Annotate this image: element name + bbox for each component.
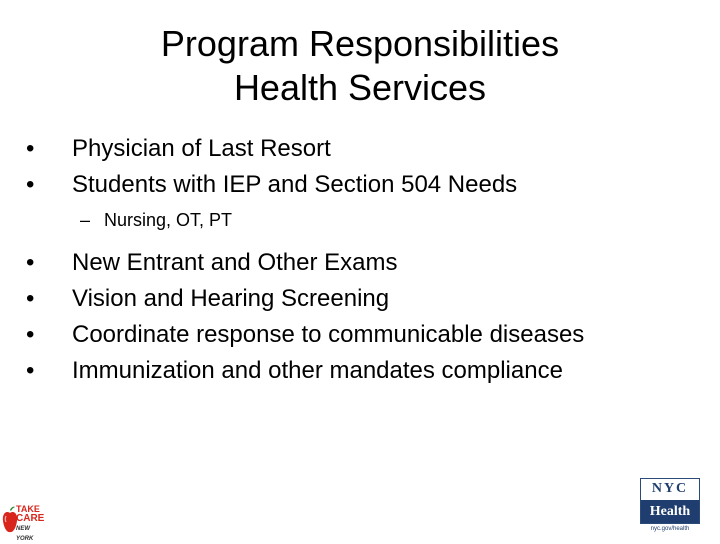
bullet-text: Immunization and other mandates compliance xyxy=(72,357,563,384)
logo-text: Health xyxy=(641,500,699,523)
bullet-dot-icon: • xyxy=(26,321,35,348)
title-line-1: Program Responsibilities xyxy=(160,23,560,64)
bullet-text: Coordinate response to communicable diseases xyxy=(72,321,585,348)
logo-text: CARE xyxy=(16,513,45,524)
bullet-dot-icon: • xyxy=(26,285,35,312)
bullet-dot-icon: • xyxy=(26,249,35,276)
nyc-health-logo xyxy=(640,478,700,536)
bullet-item xyxy=(24,285,714,313)
nyc-health-badge xyxy=(640,478,700,524)
bullet-item xyxy=(24,321,714,349)
slide-title xyxy=(0,22,720,110)
take-care-new-york-logo xyxy=(2,500,45,542)
bullet-text: Students with IEP and Section 504 Needs xyxy=(72,171,518,198)
bullet-dot-icon: • xyxy=(26,357,35,384)
logo-text: NYC xyxy=(641,479,699,499)
bullet-item xyxy=(24,357,714,385)
take-care-wordmark xyxy=(16,504,44,544)
logo-url-text: nyc.gov/health xyxy=(650,526,690,532)
dash-icon: – xyxy=(80,210,91,230)
bullet-text: Vision and Hearing Screening xyxy=(72,285,390,312)
bullet-dot-icon: • xyxy=(26,171,35,198)
logo-text: NEW YORK xyxy=(16,526,34,542)
title-line-2: Health Services xyxy=(233,67,487,108)
bullet-dot-icon: • xyxy=(26,135,35,162)
bullet-text: Physician of Last Resort xyxy=(72,135,331,162)
logo-text: TAKE xyxy=(16,504,40,514)
bullet-text: New Entrant and Other Exams xyxy=(72,249,398,276)
sub-bullet-text: Nursing, OT, PT xyxy=(104,210,233,230)
bullet-item xyxy=(24,249,714,277)
bullet-item xyxy=(24,171,714,199)
bullet-item xyxy=(24,135,714,163)
bullet-list xyxy=(24,135,714,393)
sub-bullet-item xyxy=(24,209,714,231)
